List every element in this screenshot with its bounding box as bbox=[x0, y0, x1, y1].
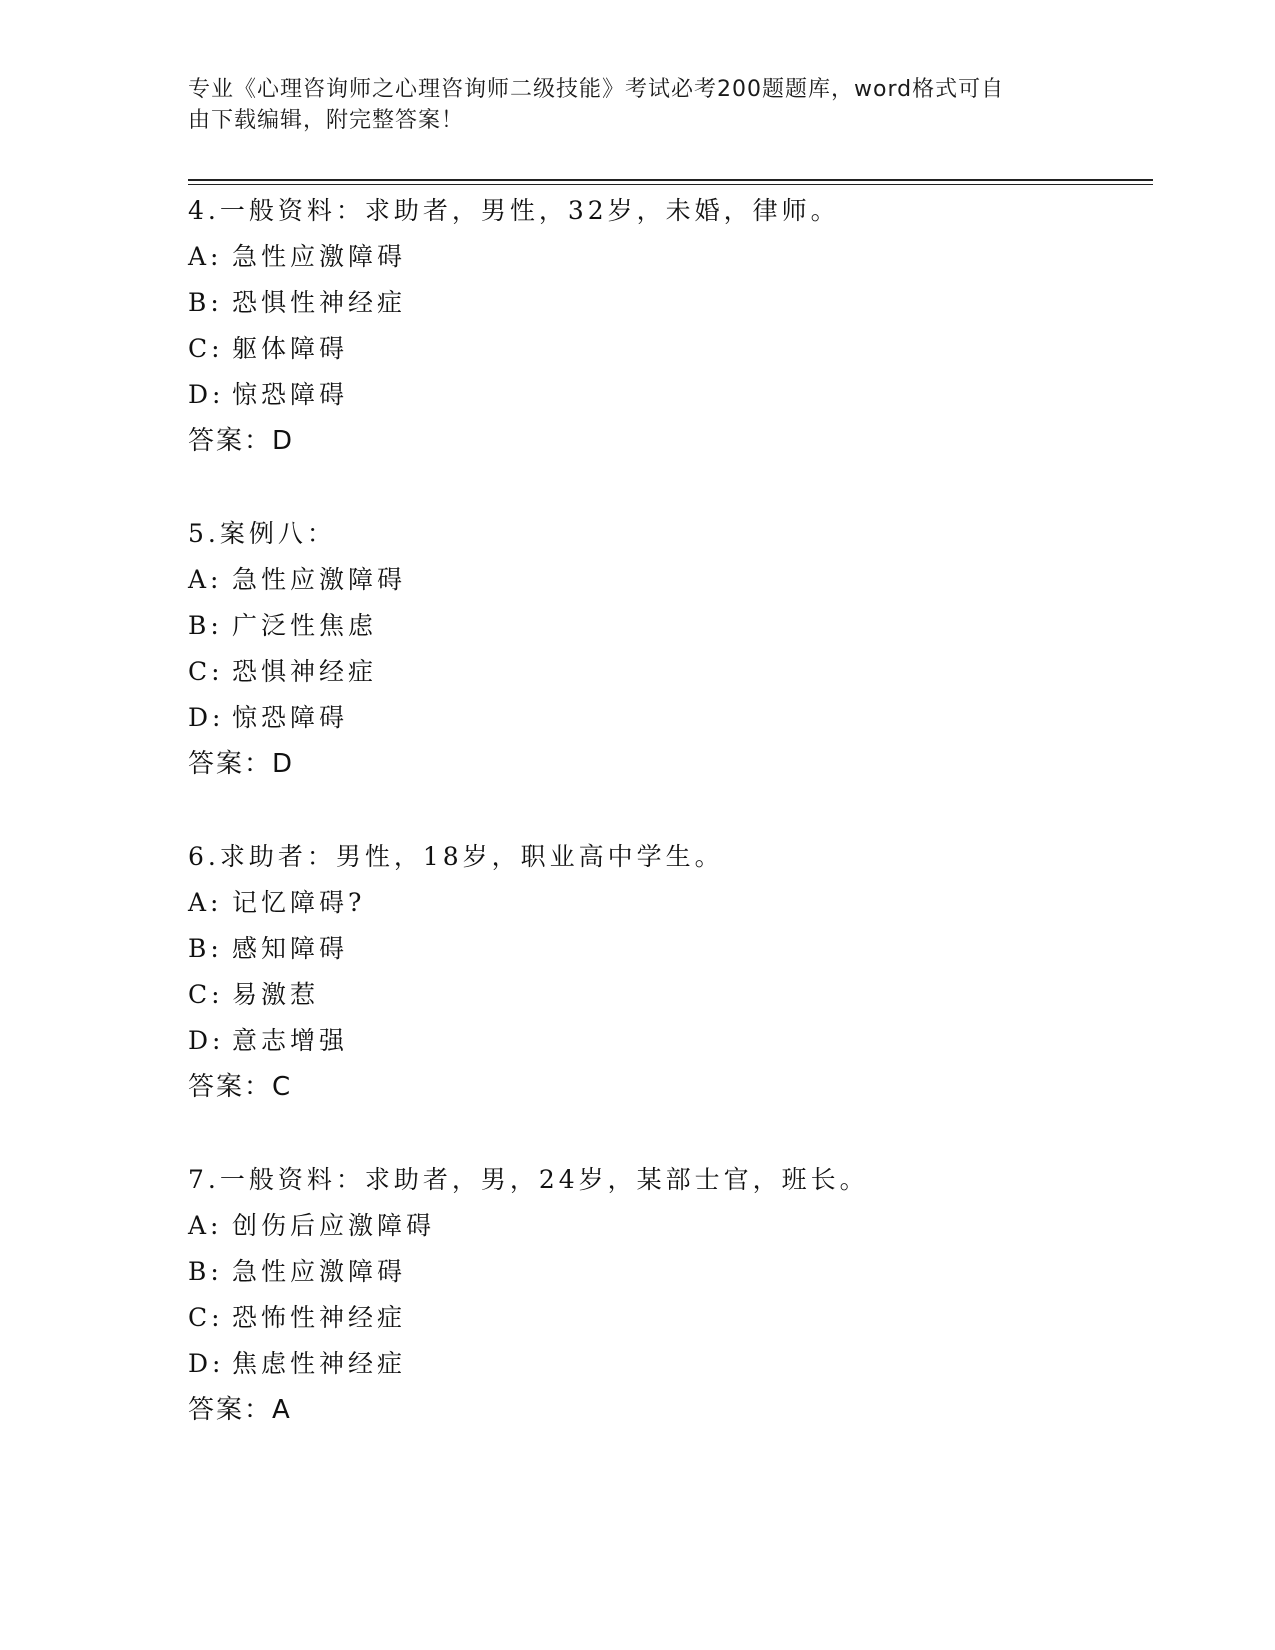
option-c bbox=[188, 649, 1148, 695]
answer-line: 答案：C bbox=[188, 1072, 293, 1102]
question-stem: 4.一般资料：求助者，男性，32岁，未婚，律师。 bbox=[188, 196, 840, 225]
option-letter: D: bbox=[188, 380, 225, 409]
option-letter: A: bbox=[188, 888, 223, 917]
option-letter: A: bbox=[188, 565, 223, 594]
option-d bbox=[188, 1018, 1148, 1064]
option-text: 恐怖性神经症 bbox=[232, 1303, 407, 1332]
option-letter: D: bbox=[188, 1026, 225, 1055]
option-text: 创伤后应激障碍 bbox=[232, 1211, 436, 1240]
option-text: 意志增强 bbox=[232, 1026, 349, 1055]
option-text: 惊恐障碍 bbox=[232, 380, 349, 409]
option-letter: C: bbox=[188, 1303, 224, 1332]
question-4 bbox=[188, 188, 1148, 464]
option-letter: B: bbox=[188, 934, 223, 963]
option-text: 记忆障碍? bbox=[232, 888, 366, 917]
option-text: 易激惹 bbox=[232, 980, 320, 1009]
option-text: 感知障碍 bbox=[232, 934, 349, 963]
header-note bbox=[188, 74, 1068, 136]
header-line-2: 由下载编辑，附完整答案！ bbox=[188, 108, 465, 133]
header-divider-bottom bbox=[188, 184, 1153, 185]
option-c bbox=[188, 972, 1148, 1018]
answer-line: 答案：A bbox=[188, 1395, 292, 1425]
question-stem: 6.求助者：男性，18岁，职业高中学生。 bbox=[188, 842, 724, 871]
option-letter: C: bbox=[188, 334, 224, 363]
option-text: 急性应激障碍 bbox=[232, 242, 407, 271]
option-text: 惊恐障碍 bbox=[232, 703, 349, 732]
option-a bbox=[188, 557, 1148, 603]
question-stem: 5.案例八： bbox=[188, 519, 336, 548]
option-letter: B: bbox=[188, 1257, 223, 1286]
option-b bbox=[188, 926, 1148, 972]
option-letter: A: bbox=[188, 1211, 223, 1240]
option-d bbox=[188, 695, 1148, 741]
question-7 bbox=[188, 1157, 1148, 1433]
question-5 bbox=[188, 511, 1148, 787]
question-6 bbox=[188, 834, 1148, 1110]
option-letter: C: bbox=[188, 657, 224, 686]
option-text: 恐惧性神经症 bbox=[232, 288, 407, 317]
option-letter: A: bbox=[188, 242, 223, 271]
option-b bbox=[188, 1249, 1148, 1295]
option-text: 广泛性焦虑 bbox=[232, 611, 378, 640]
header-divider-top bbox=[188, 179, 1153, 181]
header-line-1: 专业《心理咨询师之心理咨询师二级技能》考试必考200题题库，word格式可自 bbox=[188, 77, 1005, 102]
option-text: 急性应激障碍 bbox=[232, 565, 407, 594]
option-c bbox=[188, 326, 1148, 372]
option-text: 躯体障碍 bbox=[232, 334, 349, 363]
option-letter: D: bbox=[188, 703, 225, 732]
option-d bbox=[188, 372, 1148, 418]
option-letter: B: bbox=[188, 288, 223, 317]
option-d bbox=[188, 1341, 1148, 1387]
option-a bbox=[188, 880, 1148, 926]
option-a bbox=[188, 1203, 1148, 1249]
option-b bbox=[188, 603, 1148, 649]
answer-line: 答案：D bbox=[188, 749, 295, 779]
option-letter: D: bbox=[188, 1349, 225, 1378]
option-b bbox=[188, 280, 1148, 326]
option-a bbox=[188, 234, 1148, 280]
answer-line: 答案：D bbox=[188, 426, 295, 456]
option-text: 焦虑性神经症 bbox=[232, 1349, 407, 1378]
option-text: 恐惧神经症 bbox=[232, 657, 378, 686]
option-text: 急性应激障碍 bbox=[232, 1257, 407, 1286]
option-c bbox=[188, 1295, 1148, 1341]
option-letter: B: bbox=[188, 611, 223, 640]
question-stem: 7.一般资料：求助者，男，24岁，某部士官，班长。 bbox=[188, 1165, 869, 1194]
question-list bbox=[188, 188, 1148, 1480]
option-letter: C: bbox=[188, 980, 224, 1009]
